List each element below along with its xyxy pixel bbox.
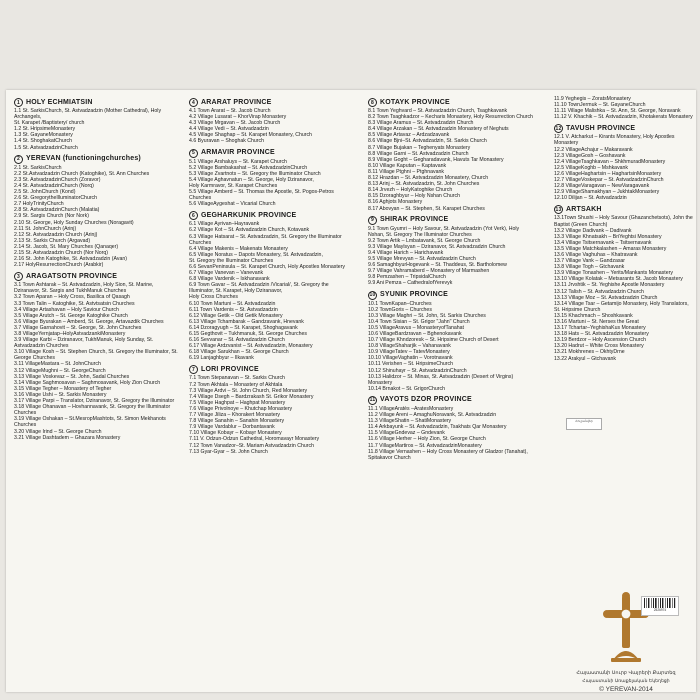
- province-section: [189, 98, 354, 145]
- site-entry: 9.5 Village Mrevyan – St. Astvadzadzin Church: [368, 256, 476, 263]
- site-entry: 13.22 Arakyul – Gtchavank: [554, 355, 616, 362]
- site-entry: 9.3 Village Maylsyan – Dziranavor, St. Astvadzadzin Church: [368, 243, 506, 250]
- section-number-badge: 13: [555, 206, 562, 213]
- site-entry: 8.14 Jrvezh – HolyKatoghike Church: [368, 187, 453, 194]
- province-title: GEGHARKUNIK PROVINCE: [201, 211, 297, 219]
- footer-title-armenian: Հայաստանի Սուրբ Վայրերի Քարտեզ: [576, 670, 676, 676]
- province-heading: [14, 272, 179, 281]
- site-entry: St. Gregory the Illuminator Churches: [189, 257, 274, 264]
- site-entry: 6.11 Town Vardenis – St. Astvadzadzin: [189, 306, 278, 313]
- site-entry: 3.1 Town Ashtarak – St. Astvadzadzin, Holy Sion, St. Marine, Dziranavor, St. Sargis and TukhManuk Churches: [14, 282, 154, 295]
- site-entry: 3.8 VillageYernjatap–HolyAstvadzankiMonastery: [14, 331, 126, 337]
- site-entry: 13.10 Village Kolatak – Metsarants St. Jacob Monastery: [554, 276, 683, 283]
- site-entry: 3.10 Village Kosh – St. Stephen Church, St. Gregory the Illuminator, St. George Churches: [14, 349, 178, 362]
- province-section: [554, 205, 694, 361]
- site-entry: 6.16 Sevvanar – St. Astvadzadzin Church: [189, 337, 285, 344]
- site-entry: Holy Cross Churches: [189, 294, 239, 301]
- site-entry: 5.1 Village Arshaluys – St. Karapet Church: [189, 158, 287, 165]
- province-section: [554, 124, 694, 201]
- section-number-badge: 6: [189, 211, 198, 220]
- site-entry: 8.7 Village Bujakan – Teghenyats Monastery: [368, 144, 471, 151]
- site-entry: 10.12 Shinuhayr – St. AstvadzadzinChurch: [368, 367, 467, 374]
- province-title: ARAGATSOTN PROVINCE: [26, 272, 118, 280]
- site-entry: 8.2 Town Tsaghkadzor – Kecharis Monastery, Holy Resurrection Church: [368, 114, 533, 121]
- site-entry: 5.3 Village Zvartnots – St. Gregory the Illuminator Church: [189, 170, 321, 177]
- site-entry: 2.15 St. Astvadzadzin Church (Nor Norq): [14, 249, 108, 256]
- site-entry: 13.6 Village Vaghuhas – Khatravank: [554, 251, 638, 258]
- site-entry: 11.6 Village Herher – Holy Zion, St. George Church: [368, 436, 486, 443]
- site-entry: 3.15 Village Tegher – Monastery of Tegher: [14, 385, 112, 392]
- site-entry: 13.7 Village Vank – Gandzasar: [554, 258, 626, 265]
- site-entry: 1.4 St. ShoghakatChurch: [14, 138, 72, 145]
- site-entry: 10.7 Village Khndzoresk – St. Hripsime Church of Desert: [368, 337, 499, 344]
- site-entry: 6.9 Town Gavar – St. Astvadzadzin /Vicarial/, St. Gregory the Illuminator, St. Karapet, Holy Dziranavor,: [189, 282, 329, 295]
- site-entry: 13.15 Khachmach – Shoshkavank: [554, 312, 633, 319]
- site-entry: 10.1 TownKapan–Churches: [368, 300, 432, 307]
- site-entry: 2.16 St. John Katoghike, St. Astvadzadzin (Avan): [14, 256, 127, 263]
- site-entry: 10.2 TownGoris – Churches: [368, 306, 432, 313]
- province-section: [189, 149, 354, 208]
- province-title: SYUNIK PROVINCE: [380, 291, 448, 299]
- site-entry: 1.5 St. AstvadzadzinChurch: [14, 144, 78, 151]
- province-title: ARTSAKH: [566, 205, 602, 213]
- section-number-badge: 2: [14, 155, 23, 164]
- site-entry: 4.5 Village Shaghap – St. Karapet Monastery, Church: [189, 132, 312, 139]
- site-entry: 7.6 Village Privolnoye – Khutchap Monastery: [189, 405, 293, 412]
- province-section: [189, 365, 354, 454]
- site-entry: 3.5 Village Arutch – St. George Katoghike Church: [14, 312, 128, 319]
- section-number-badge: 8: [368, 98, 377, 107]
- site-entry: 3.4 Village Artashavan – Holy Saviour Church: [14, 306, 119, 313]
- section-number-badge: 1: [14, 98, 23, 107]
- site-entry: 10.9 VillageTatev – TatevMonastery: [368, 349, 450, 356]
- site-entry: 11.10 TownJermuk – St. GayaneChurch: [554, 102, 646, 109]
- province-section: [368, 396, 533, 461]
- site-entry: 4.3 Village Mrgavan – St. Jacob Church: [189, 120, 281, 127]
- province-section: [368, 216, 533, 287]
- site-entry: 4.4 Village Vedi – St. Astvadzadzin: [189, 126, 269, 133]
- site-entry: 2.17 HolyResurrectionChurch (Arabkir): [14, 262, 104, 269]
- site-entry: 7.5 Village Haghpat – Haghpat Monastery: [189, 399, 286, 406]
- site-entry: 13.20 Hadrut – White Cross Monastery: [554, 343, 644, 350]
- site-entry: 1.2 St. HripsimeMonastery: [14, 126, 76, 133]
- site-entry: 8.3 Village Aramus – St. Astvadzadzin Church: [368, 120, 474, 127]
- legend-column-3: [368, 96, 533, 465]
- site-entry: 13.12 Talish – St. Astvadzadzin Church: [554, 288, 644, 295]
- site-entry: 6.2 Village Kot – St. Astvadzadzin Church, Kotavank: [189, 227, 310, 234]
- site-entry: 11.8 Village Vernashen – Holy Cross Monastery of Gladzor (Tanahat), Spitakavor Church: [368, 448, 528, 461]
- site-entry: 2.12 St. Astvadzadzin Church (Arinj): [14, 231, 98, 238]
- site-entry: 6.1 Village Ayrivan–Hayravank: [189, 221, 260, 228]
- site-entry: 10.10 VillageVaghatin – Vorotnavank: [368, 355, 453, 362]
- site-entry: 6.12 Village Getik – Old Getik Monastery: [189, 312, 283, 319]
- site-entry: 5.5 Village Amberd – St. Thomas the Apostle, St. Pogos-Petros Churches: [189, 189, 334, 202]
- map-legend-sheet: [6, 90, 696, 692]
- province-heading: [368, 396, 533, 405]
- footer-copyright: © YEREVAN-2014: [599, 686, 653, 692]
- site-entry: 3.11 VillageMastara – St. JohnChurch: [14, 361, 101, 368]
- site-entry: 9.6 SamaghbyurHogevank – St. Thaddeus, St. Bartholomew: [368, 262, 507, 269]
- province-title: HOLY ECHMIATSIN: [26, 98, 93, 106]
- province-title: TAVUSH PROVINCE: [566, 124, 636, 132]
- site-entry: 13.16 Martuni – St. Nerses the Great: [554, 319, 639, 325]
- site-entry: 10.13 Halidzor – St. Minas, St. Astvadzadzin (Desert of Virgins) Monastery: [368, 373, 514, 386]
- site-entry: 4.2 Village Lusarat – KhorVirap Monastery: [189, 114, 287, 121]
- site-entry: 12.5 VillageKoghb – Mshkavank: [554, 164, 629, 171]
- site-entry: 11.1 VillageAratès –AratesMonastery: [368, 405, 454, 412]
- site-entry: 10.5 VillageAravus – MonasteryofTanahat: [368, 324, 464, 331]
- province-title: ARMAVIR PROVINCE: [201, 149, 275, 157]
- site-entry: 7.12 Town Vanadzor–St. Mariam Astvadzadzin Church: [189, 442, 314, 449]
- site-entry: 13.9 Village Tonashen – Yerits/Mankants Monastery: [554, 270, 673, 277]
- site-entry: 9.9 Ani Pemza – CathedralofYerevyk: [368, 280, 453, 287]
- site-entry: 1.1 St. SarkisChurch, St. Astvadzadzin (Mother Cathedral), Holy Archangels,: [14, 108, 162, 121]
- site-entry: 3.2 Town Aparan – Holy Cross, Basilica of Qasagh: [14, 294, 130, 301]
- site-entry: 3.7 Village Garnahovit – St. George, St. John Churches: [14, 324, 142, 331]
- legend-column-1: [14, 96, 179, 445]
- site-entry: 12.4 VillageTsaghkavan – ShkhmuradMonastery: [554, 158, 666, 165]
- site-entry: 6.13 Village Tchambarak – Gandzavank, Hnevank: [189, 318, 304, 325]
- province-heading: [368, 98, 533, 107]
- site-entry: 10.6 VillageBardzravan – Bghenokavank: [368, 331, 462, 337]
- site-entry: 7.10 Village Kobayr – Kobayr Monastery: [189, 430, 282, 437]
- legend-column-4: [554, 96, 694, 366]
- site-entry: 8.8 Village Garni – St. Astvadzadzin Church: [368, 150, 469, 157]
- site-entry: 12.3 VillageGosh – Goshavank: [554, 152, 626, 159]
- site-entry: 8.4 Village Arzakan – St. Astvadzadzin Monastery of Neghuts: [368, 126, 509, 133]
- section-number-badge: 12: [555, 125, 562, 132]
- site-entry: St. Karapet /Baptistery/ church: [14, 120, 85, 127]
- site-entry: 11.5 VillageGndevaz – Gndevank: [368, 430, 445, 437]
- province-heading: [189, 211, 354, 220]
- site-entry: 8.17 Abovyan – St. Stephen, St. Karapet Churches: [368, 205, 485, 212]
- site-entry: 13.1Town Shushi – Holy Savour (Ghazanchetsots), John the Baptist (Green Church): [554, 215, 693, 228]
- site-entry: 12.8 VillageVaragavan – NewVaragavank: [554, 183, 650, 190]
- site-entry: 11.9 Yeghegis – ZoratsMonastery: [554, 96, 631, 102]
- site-entry: 3.12 VillageMughni – St. GeorgeChurch: [14, 367, 106, 374]
- section-number-badge: 7: [189, 365, 198, 374]
- province-title: LORI PROVINCE: [201, 365, 259, 373]
- site-entry: 6.10 Town Martuni – St. Astvadzadzin: [189, 300, 276, 307]
- site-entry: 10.8 VillageShaharjik – Vahanavank: [368, 343, 451, 350]
- site-entry: 8.16 Aghjots Monastery: [368, 199, 423, 206]
- site-entry: 7.2 Town Akhtala – Monastery of Akhtala: [189, 381, 283, 388]
- province-heading: [189, 149, 354, 158]
- site-entry: 8.13 Arinj – St. Astvadzadzin, St. John Churches: [368, 181, 480, 188]
- section-number-badge: 4: [189, 98, 198, 107]
- site-entry: 12.10 Dilijan – St. Astvadzadzin: [554, 195, 627, 202]
- price-sticker: Հուշանվեր: [566, 418, 602, 430]
- site-entry: 13.8 Village Togh – Gtchavank: [554, 264, 625, 271]
- site-entry: 7.11 V. Odzun-Odzun Cathedral, Horomavayr Monastery: [189, 436, 320, 443]
- site-entry: 5.4 Village Aghavnatun – St. George, Holy Dziranavor,: [189, 176, 314, 183]
- site-entry: 13.14 Village Tsar – Getamijo Monastery, Holy Translators, St. Hripsime Church: [554, 300, 689, 313]
- site-entry: 8.15 Dzoraghbyur – Holy Nshan Church: [368, 193, 460, 200]
- site-entry: 9.8 Pemzashen – TripsidalChurch: [368, 274, 446, 281]
- site-entry: 13.2 Village Dadivank – Dadivank: [554, 227, 632, 234]
- site-entry: 2.2 St.Astvadzadzin Church (Katoghike), St. Ann Churches: [14, 170, 150, 177]
- site-entry: 12.2 VillageAchajur – Makaravank: [554, 146, 633, 153]
- site-entry: 9.2 Town Artik – Lmbatavank, St. George Church: [368, 237, 481, 244]
- site-entry: 10.3 Village Maghri – St. John, St. Sarkis Churches: [368, 312, 486, 319]
- site-entry: 6.8 Village Vardenik – Iskhanavank: [189, 276, 270, 283]
- site-entry: 4.1 Town Ararat – St. Jacob Church: [189, 108, 271, 114]
- site-entry: 7.9 Village Vardablur – Dorbantavank: [189, 424, 275, 431]
- site-entry: 6.7 Village Vanevan – Vanevank: [189, 270, 264, 277]
- site-entry: 11.12 V. Khachik – St. Astvadzadzin, Khotakerats Monastery: [554, 114, 693, 121]
- site-entry: Holy Karmravor, St. Karapet Churches: [189, 182, 278, 189]
- site-entry: 9.7 Village Vahramaberd – Monastery of Marmashen: [368, 268, 490, 275]
- site-entry: 13.5 Village Matchkalashen – Amaras Monastery: [554, 245, 667, 252]
- site-entry: 6.4 Village Makenis – Makenats Monastery: [189, 245, 288, 252]
- footer-subtitle-armenian: Հայաստանի Առաքելական Եկեղեցի: [582, 678, 670, 683]
- site-entry: 2.10 St. George, Holy Sunday Churches (Noragavit): [14, 219, 134, 226]
- section-number-badge: 11: [369, 397, 376, 404]
- province-section: [368, 291, 533, 392]
- site-entry: 13.3 Village Khnatsakh – BriYeghtsi Monastery: [554, 233, 662, 240]
- site-entry: 8.5 Village Artavaz – Ardzadzavank: [368, 132, 450, 139]
- site-entry: 2.7 HolyTrinityChurch: [14, 201, 64, 208]
- site-entry: 3.3 Town Talin – Katoghike, St. Astvtsatsin Churches: [14, 300, 135, 307]
- site-entry: 13.19 Berdzor – Holy Ascension Church: [554, 337, 646, 344]
- site-entry: 3.20 Village Irind – St. George Church: [14, 428, 102, 435]
- province-heading: [14, 98, 179, 107]
- province-heading: [368, 291, 533, 300]
- legend-column-2: [189, 96, 354, 459]
- site-entry: 3.16 Village Ushi – St. Sarkis Monastery: [14, 391, 107, 398]
- site-entry: 1.3 St. GayaneMonastery: [14, 132, 73, 139]
- province-heading: [368, 216, 533, 225]
- province-heading: [14, 155, 179, 164]
- site-entry: 7.13 Gyar-Gyar – St. John Church: [189, 448, 268, 455]
- site-entry: 5.6 VillageAygeshat – Vicarial Church: [189, 201, 276, 208]
- site-entry: 6.15 Gegthovit – Tukhmanuk, St. George Churches: [189, 331, 307, 337]
- site-entry: 8.1 Town Yeghvard – St. Astvadzadzin Church, Tsaghkavank: [368, 108, 508, 114]
- site-entry: 13.4 Village Tsitsernavank – Tsitsernavank: [554, 239, 652, 246]
- site-entry: 10.11 Verishen – St. HripsimeChurch: [368, 361, 453, 368]
- province-section: [189, 211, 354, 361]
- site-entry: 9.4 Village Harich – Harichavank: [368, 249, 444, 256]
- province-title: SHIRAK PROVINCE: [380, 216, 449, 224]
- site-entry: 11.11 Village Malishka – St. Ann, St. George, Noravank: [554, 108, 681, 115]
- site-entry: 2.6 St. GregorytheIlluminatorChurch: [14, 195, 98, 202]
- site-entry: 7.3 Village Ardvi – St. John Church, Red Monastery: [189, 387, 308, 394]
- site-entry: 3.14 Village Saghmosavan – Saghmosavank, Holy Zion Church: [14, 379, 161, 386]
- site-entry: 6.18 Village Sarukhan – St. George Church: [189, 349, 289, 356]
- site-entry: 12.9 VillageShamakhyan – JukhtakMonastery: [554, 189, 660, 196]
- province-section: [14, 272, 179, 440]
- province-heading: [554, 124, 694, 133]
- site-entry: 12.7 VillageVoskepar – St. AstvadzadzinChurch: [554, 177, 664, 184]
- province-title: YEREVAN (functioningchurches): [26, 155, 141, 163]
- site-entry: 7.4 Village Dsegh – Bardzrakash St. Grikor Monastery: [189, 393, 314, 400]
- site-entry: 8.9 Village Goght – Gegharadavank, Havuts Tar Monastery: [368, 156, 504, 163]
- site-entry: 7.7 Village Jiliza – Khorakert Monastery: [189, 412, 281, 419]
- section-number-badge: 10: [369, 292, 376, 299]
- site-entry: 3.13 Village Voskevaz – St. John, Sadal Churches: [14, 373, 130, 380]
- site-entry: 6.5 Village Noratus – Dapots Monastery, St. Astvadzadzin,: [189, 251, 323, 258]
- site-entry: 10.4 Town Sisian – St. Grigor "Jahn" Church: [368, 318, 470, 325]
- province-section: [14, 98, 179, 151]
- site-entry: 2.14 St. Jacob, St. Mary Churches (Qanaqer): [14, 243, 119, 250]
- site-entry: 6.6 SevanPeninsula – St. Karapet Church, Holy Apostles Monastery: [189, 263, 345, 270]
- site-entry: 7.8 Village Sanahin – Sanahin Monastery: [189, 418, 285, 425]
- province-heading: [189, 98, 354, 107]
- site-entry: 8.11 Village Ptghni – Ptghnavank: [368, 168, 444, 175]
- site-entry: 6.19 Lanjaghbyur – Ilkavank: [189, 355, 254, 362]
- province-title: ARARAT PROVINCE: [201, 98, 272, 106]
- province-heading: [189, 365, 354, 374]
- site-entry: 2.1 St. SarkisChurch: [14, 164, 62, 171]
- site-entry: 13.21 Mokhrenes – OkhtyDrne: [554, 349, 625, 356]
- site-entry: 11.7 VillageMartiros – St. AstvadzadzinMonastery: [368, 442, 482, 449]
- site-entry: 13.17 Tchartar–YeghishaKus Monastery: [554, 325, 646, 332]
- site-entry: 5.2 Village Bambakashat – St. AstvadzadzinChurch: [189, 164, 308, 171]
- site-entry: 12.6 VillageHaghartsin – HaghartsinMonastery: [554, 170, 662, 177]
- province-section: [14, 155, 179, 269]
- section-number-badge: 5: [189, 149, 198, 158]
- site-entry: 4.6 Byuravan – Shoghak Church: [189, 138, 264, 145]
- site-entry: 13.18 Hats – St. Astvadzadzin Monastery: [554, 331, 649, 338]
- site-entry: 2.13 St. Sarkis Church (Argavad): [14, 237, 91, 244]
- province-heading: [554, 205, 694, 214]
- site-entry: 13.13 Village Moz – St. Astvadzadzin Church: [554, 294, 658, 301]
- site-entry: 3.21 Village Dashtadem – Ghazara Monastery: [14, 434, 121, 441]
- site-entry: 2.11 St. JohnChurch (Arinj): [14, 225, 77, 232]
- site-entry: 2.8 St. AstvadzadzinChurch (Malatia): [14, 207, 100, 214]
- barcode: [641, 596, 679, 616]
- site-entry: 2.5 St. JohnChurch (Kond): [14, 189, 76, 196]
- site-entry: 2.3 St. AstvadzadzinChurch (Zoravor): [14, 176, 101, 183]
- province-title: KOTAYK PROVINCE: [380, 98, 450, 106]
- section-number-badge: 9: [368, 216, 377, 225]
- site-entry: 8.6 Village Bjni–St. Astvadzadzin, St. Sarkis Church: [368, 138, 487, 145]
- site-entry: 6.17 Village Ardzvanist – St. Astvadzadzin, Monastery: [189, 343, 313, 350]
- site-entry: 3.6 Village Byurakan – Amberd, St. George, Artavazdik Churches: [14, 318, 164, 325]
- site-entry: 11.3 VillageShatin – ShatiMonastery: [368, 418, 452, 425]
- section-number-badge: 3: [14, 272, 23, 281]
- site-entry: 8.10 Village Kaputan – Kaptavank: [368, 162, 447, 169]
- site-entry: 2.4 St. AstvadzadzinChurch (Norq): [14, 182, 94, 189]
- site-entry: 6.3 Village Hatsarat – St. Astvadzadzin, St. Gregory the Illuminator Churches: [189, 233, 342, 246]
- site-entry: 7.1 Town Stepanavan – St. Sarkis Church: [189, 375, 285, 382]
- site-entry: 11.4 Arkbayunk – St. Astvadzadzin, Tsakhats Qar Monastery: [368, 424, 507, 431]
- site-entry: 3.18 Village Ohanavan – Hovhannavank, St. Gregory the Illuminator Churches: [14, 404, 171, 417]
- site-entry: 13.11 Jrvshtik – St. Yeghishe Apostle Monastery: [554, 282, 665, 289]
- barcode-number: 2526974: [653, 608, 667, 612]
- site-entry: 11.2 Village Areni – AmaghuNoravank, St. Astvadzadzin: [368, 412, 497, 419]
- province-section: [554, 96, 694, 120]
- site-entry: 3.9 Village Karbi – Dziranavor, TukhManuk, Holy Sunday, St. Astvadzadzin Churches: [14, 337, 154, 350]
- province-section: [368, 98, 533, 212]
- site-entry: 10.14 Brnakot – St. GrigorChurch: [368, 385, 445, 392]
- site-entry: 9.1 Town Gyumri – Holy Savour, St. Astvadzadzin (Yot Verk), Holy Nshan, St. Gregory The Illuminator Churches: [368, 225, 520, 238]
- site-entry: 6.14 Dzoragyugh – St. Karapet, Shoghagavank: [189, 324, 298, 331]
- site-entry: 12.1 V. Atcharkut – Kirants Monastery, Holy Apostles Monastery: [554, 134, 675, 147]
- site-entry: 3.19 Village Oshakan – St.MesropMashtots, St. Simon Mekhanots Churches: [14, 416, 166, 429]
- province-title: VAYOTS DZOR PROVINCE: [380, 396, 472, 404]
- site-entry: 2.9 St. Sargis Church (Nor Nork): [14, 213, 89, 220]
- site-entry: 3.17 Village Parpi – Translator, Dziranavor, St. Gregory the Illuminator: [14, 398, 175, 405]
- site-entry: 8.12 Hrazdan – St. Astvadzadzin Monastery, Church: [368, 175, 489, 182]
